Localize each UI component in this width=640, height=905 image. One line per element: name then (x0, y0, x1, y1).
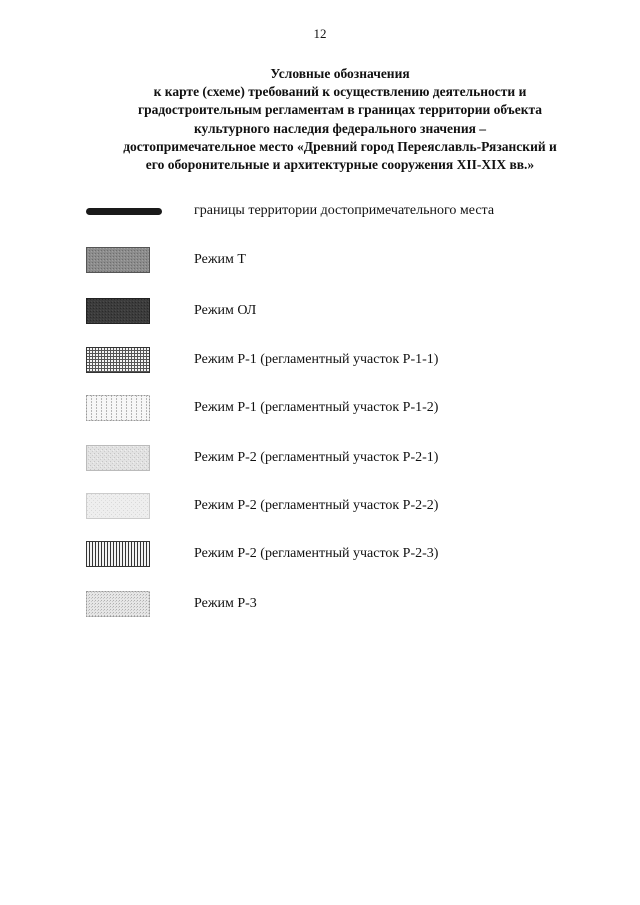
swatch-regime-ol-icon (86, 298, 150, 324)
boundary-line-icon (86, 208, 162, 215)
page-number: 12 (313, 26, 327, 41)
legend-label-regime-r-2-3: Режим Р-2 (регламентный участок Р-2-3) (194, 546, 439, 561)
legend-label-regime-r-1-1: Режим Р-1 (регламентный участок Р-1-1) (194, 352, 439, 367)
legend-label-regime-t: Режим Т (194, 252, 246, 267)
swatch-r-1-1-icon (86, 347, 150, 373)
legend-label-regime-ol: Режим ОЛ (194, 303, 257, 318)
title-line-1: Условные обозначения (270, 66, 410, 81)
legend-label-regime-r-2-2: Режим Р-2 (регламентный участок Р-2-2) (194, 498, 439, 513)
legend-label-boundary: границы территории достопримечательного места (194, 203, 495, 218)
title-line-5: достопримечательное место «Древний город Переяславль-Рязанский и (123, 138, 557, 154)
title-line-6: его оборонительные и архитектурные сооружения XII-XIX вв.» (145, 157, 535, 173)
legend-title (70, 65, 610, 174)
swatch-r-1-2-icon (86, 395, 150, 421)
legend-label-regime-r-2-1: Режим Р-2 (регламентный участок Р-2-1) (194, 450, 439, 465)
swatch-r-2-3-icon (86, 541, 150, 567)
legend-label-regime-r-3: Режим Р-3 (194, 596, 257, 611)
title-line-2: к карте (схеме) требований к осуществлению деятельности и (153, 84, 527, 100)
swatch-r-3-icon (86, 591, 150, 617)
title-line-4: культурного наследия федерального значения – (193, 120, 487, 136)
swatch-r-2-2-icon (86, 493, 150, 519)
swatch-r-2-1-icon (86, 445, 150, 471)
title-line-3: градостроительным регламентам в границах территории объекта (137, 102, 543, 118)
legend-label-regime-r-1-2: Режим Р-1 (регламентный участок Р-1-2) (194, 400, 439, 415)
swatch-regime-t-icon (86, 247, 150, 273)
